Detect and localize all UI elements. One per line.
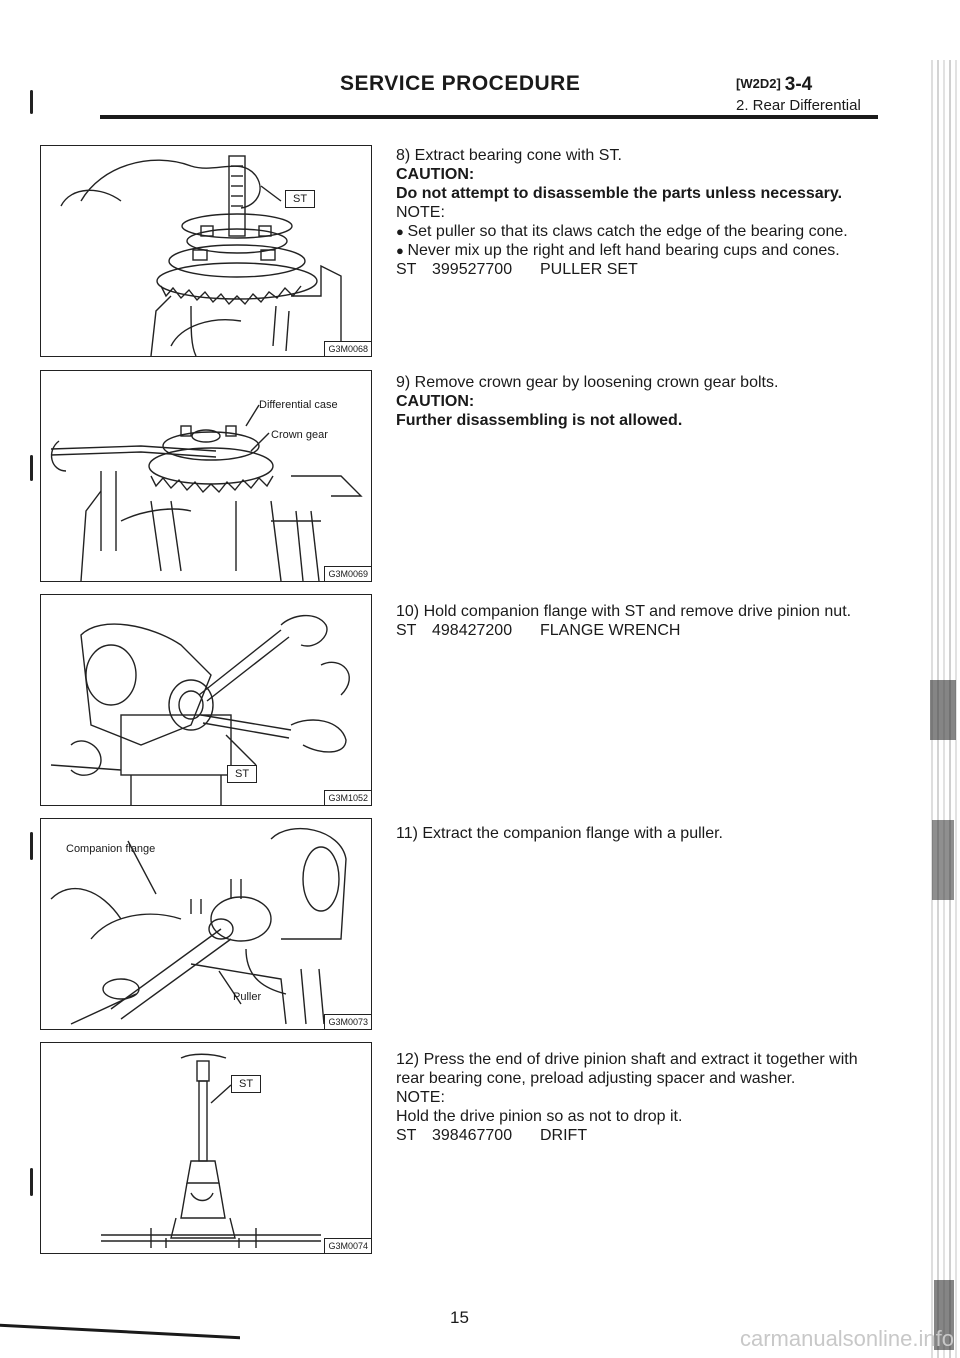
st-prefix: ST <box>396 1127 417 1144</box>
step-11 <box>396 824 878 843</box>
bearing-puller-illustration <box>41 146 371 356</box>
figure-flange-wrench <box>40 594 372 806</box>
step-9 <box>396 373 878 430</box>
corner-shadow <box>0 1324 240 1340</box>
step-12-lead: 12) Press the end of drive pinion shaft and extract it together with rear bearing cone, preload adjusting spacer and washer. <box>396 1051 858 1087</box>
watermark: carmanualsonline.info <box>739 1326 954 1351</box>
figure-code: G3M0074 <box>324 1238 371 1253</box>
figure-code: G3M0073 <box>324 1014 371 1029</box>
st-name: DRIFT <box>540 1127 588 1144</box>
step-8 <box>396 146 878 279</box>
section-code-number: 3-4 <box>784 74 813 95</box>
step-12-st <box>396 1126 878 1145</box>
step-8-caution-text: Do not attempt to disassemble the parts unless necessary. <box>396 185 843 202</box>
st-name: FLANGE WRENCH <box>540 622 681 639</box>
figure-code: G3M1052 <box>324 790 371 805</box>
step-8-bullet-2: ● Never mix up the right and left hand bearing cups and cones. <box>396 241 878 260</box>
step-9-lead: 9) Remove crown gear by loosening crown gear bolts. <box>396 374 779 391</box>
page-number: 15 <box>450 1308 469 1327</box>
figure-code: G3M0068 <box>324 341 371 356</box>
section-code <box>736 74 812 96</box>
step-8-st <box>396 260 878 279</box>
step-10-lead: 10) Hold companion flange with ST and remove drive pinion nut. <box>396 603 852 620</box>
step-12 <box>396 1050 878 1145</box>
figure-code: G3M0069 <box>324 566 371 581</box>
label-differential-case: Differential case <box>259 399 338 411</box>
step-12-note-title: NOTE: <box>396 1089 445 1106</box>
drive-pinion-press-illustration <box>41 1043 371 1253</box>
step-8-lead: 8) Extract bearing cone with ST. <box>396 147 622 164</box>
label-puller: Puller <box>233 991 262 1003</box>
binding-mark <box>30 90 33 114</box>
section-code-small: [W2D2] <box>736 76 781 91</box>
page-title: SERVICE PROCEDURE <box>340 72 581 95</box>
step-10 <box>396 602 878 640</box>
st-code: 399527700 <box>432 261 513 278</box>
step-11-lead: 11) Extract the companion flange with a puller. <box>396 825 723 842</box>
st-prefix: ST <box>396 622 417 639</box>
figure-bearing-puller <box>40 145 372 357</box>
binding-mark <box>30 1168 33 1196</box>
figure-companion-flange-puller <box>40 818 372 1030</box>
label-companion-flange: Companion flange <box>66 843 156 855</box>
st-callout: ST <box>231 1075 261 1093</box>
st-callout: ST <box>227 765 257 783</box>
binding-mark <box>30 455 33 481</box>
step-8-caution-title: CAUTION: <box>396 166 475 183</box>
flange-wrench-illustration <box>41 595 371 805</box>
binding-mark <box>30 832 33 860</box>
label-crown-gear: Crown gear <box>271 429 328 441</box>
st-callout: ST <box>285 190 315 208</box>
step-12-note-text: Hold the drive pinion so as not to drop it. <box>396 1108 683 1125</box>
step-10-st <box>396 621 878 640</box>
figure-crown-gear-removal <box>40 370 372 582</box>
header-rule <box>100 115 878 119</box>
st-code: 498427200 <box>432 622 513 639</box>
step-8-note-title: NOTE: <box>396 204 445 221</box>
st-code: 398467700 <box>432 1127 513 1144</box>
step-8-bullet-1: ● Set puller so that its claws catch the edge of the bearing cone. <box>396 222 878 241</box>
step-9-caution-text: Further disassembling is not allowed. <box>396 412 683 429</box>
section-subtitle: 2. Rear Differential <box>736 97 861 114</box>
scan-edge-noise <box>928 60 960 1358</box>
st-name: PULLER SET <box>540 261 638 278</box>
figure-drive-pinion-press <box>40 1042 372 1254</box>
st-prefix: ST <box>396 261 417 278</box>
step-9-caution-title: CAUTION: <box>396 393 475 410</box>
